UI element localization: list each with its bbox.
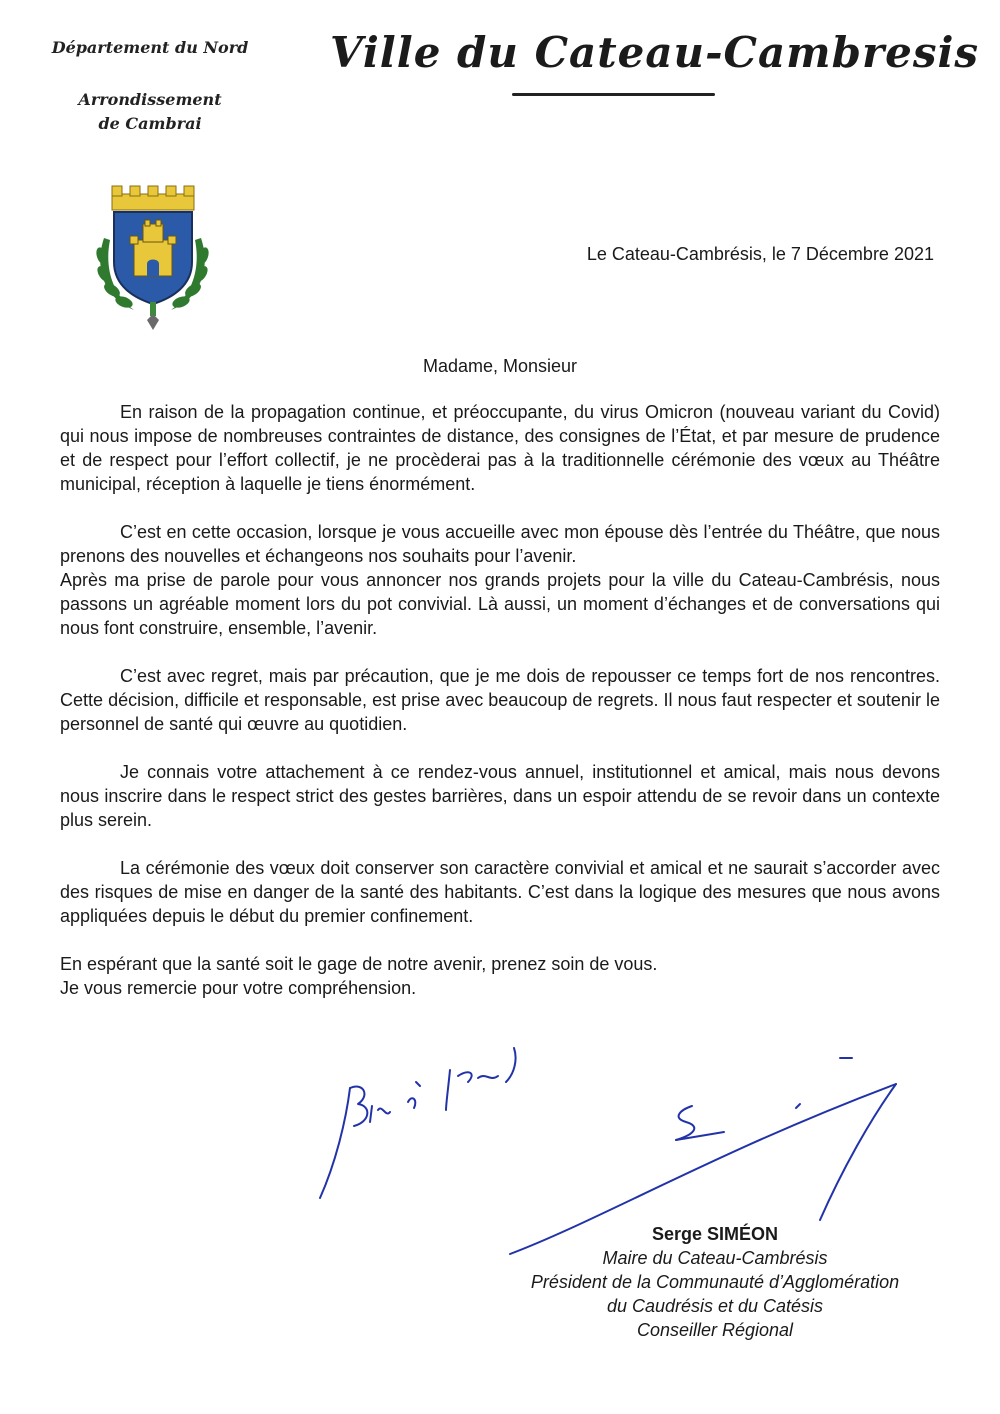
arrondissement-city-line: de Cambrai xyxy=(98,114,202,133)
paragraph: C’est en cette occasion, lorsque je vous accueille avec mon épouse dès l’entrée du Théâtre, que nous prenons des nouvelles et échangeons nos souhaits pour l’avenir. xyxy=(60,522,940,566)
signature-block xyxy=(500,1222,930,1342)
salutation: Madame, Monsieur xyxy=(422,356,578,376)
title-underline xyxy=(512,93,715,96)
paragraph: Je vous remercie pour votre compréhension. xyxy=(60,978,417,998)
paragraph: En raison de la propagation continue, et préoccupante, du virus Omicron (nouveau variant du Covid) qui nous impose de nombreuses contraintes de distance, des consignes de l’État, et par mesure de prudence et de respect pour l’effort collectif, je ne procèderai pas à la traditionnelle cérémonie des vœux au Théâtre municipal, réception à laquelle je tiens énormément. xyxy=(60,402,940,494)
signer-role: du Caudrésis et du Catésis xyxy=(606,1296,824,1316)
city-coat-of-arms-icon xyxy=(90,178,215,333)
paragraph: Je connais votre attachement à ce rendez-vous annuel, institutionnel et amical, mais nous devons nous inscrire dans le respect strict des gestes barrières, dans un espoir attendu de se revoir dans un contexte plus serein. xyxy=(60,762,940,830)
signer-role: Conseiller Régional xyxy=(636,1320,794,1340)
date-line: Le Cateau-Cambrésis, le 7 Décembre 2021 xyxy=(586,244,934,264)
paragraph: Après ma prise de parole pour vous annoncer nos grands projets pour la ville du Cateau-Cambrésis, nous passons un agréable moment lors du pot convivial. Là aussi, un moment d’échanges et de conversations qui nous font construire, ensemble, l’avenir. xyxy=(60,570,940,638)
letter-body xyxy=(60,400,940,1024)
department-line: Département du Nord xyxy=(51,38,249,57)
paragraph: C’est avec regret, mais par précaution, que je me dois de repousser ce temps fort de nos rencontres. Cette décision, difficile et responsable, est prise avec beaucoup de regrets. Il nous faut respecter et soutenir le personnel de santé qui œuvre au quotidien. xyxy=(60,666,940,734)
signer-role: Maire du Cateau-Cambrésis xyxy=(602,1248,828,1268)
arrondissement-line: Arrondissement xyxy=(78,90,222,109)
signer-role: Président de la Communauté d’Agglomération xyxy=(530,1272,900,1292)
paragraph: La cérémonie des vœux doit conserver son caractère convivial et amical et ne saurait s’accorder avec des risques de mise en danger de la santé des habitants. C’est dans la logique des mesures que nous avons appliquées depuis le début du premier confinement. xyxy=(60,858,940,926)
paragraph: En espérant que la santé soit le gage de notre avenir, prenez soin de vous. xyxy=(60,954,658,974)
signer-name: Serge SIMÉON xyxy=(651,1224,779,1244)
city-title: Ville du Cateau-Cambresis xyxy=(330,28,980,77)
department-header xyxy=(40,36,260,136)
